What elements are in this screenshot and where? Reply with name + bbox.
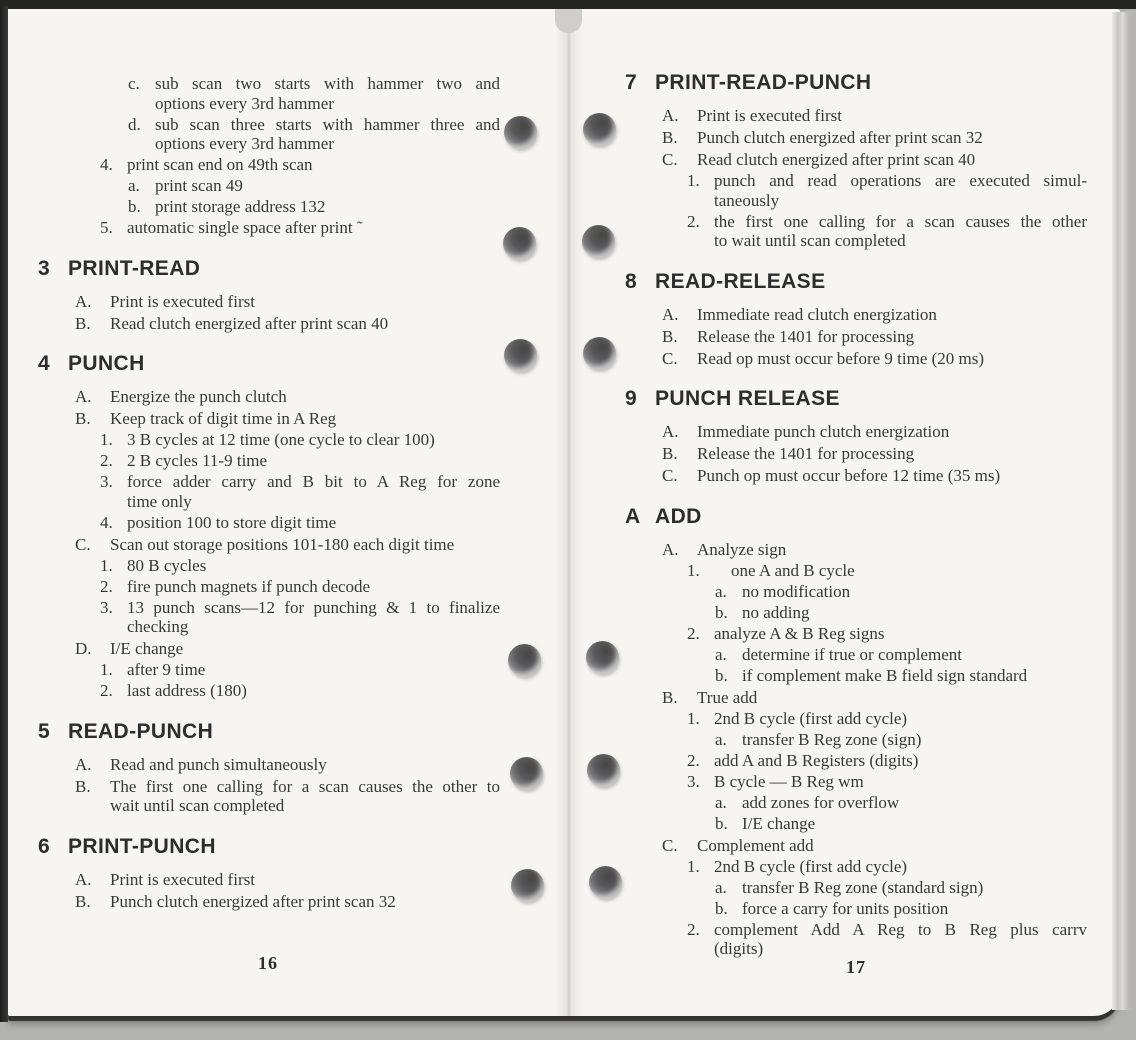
item-label: 1. — [687, 856, 700, 876]
section-title: PRINT-PUNCH — [68, 834, 216, 858]
page-stack-edge — [1112, 12, 1136, 1010]
book-gutter-fold — [554, 9, 584, 1016]
item-label: 2. — [100, 451, 113, 470]
item-text: print scan 49 — [155, 176, 243, 195]
outline-item — [38, 218, 500, 238]
item-text: last address (180) — [127, 681, 247, 700]
item-label: a. — [128, 176, 140, 195]
outline-item — [38, 681, 500, 701]
outline-item — [625, 466, 1087, 486]
item-text: Keep track of digit time in A Reg — [110, 409, 337, 428]
item-label: 2. — [687, 211, 700, 231]
section-number: 3 — [38, 256, 51, 280]
item-label: C. — [662, 466, 678, 485]
outline-item — [38, 292, 500, 312]
item-label: 1. — [687, 171, 700, 190]
item-label: A. — [75, 754, 92, 774]
binder-hole-icon — [583, 113, 616, 146]
outline-item — [625, 171, 1087, 210]
page-number-right: 17 — [846, 957, 866, 977]
outline-item — [38, 755, 500, 775]
item-text: transfer B Reg zone (standard sign) — [742, 877, 984, 897]
item-label: B. — [75, 313, 91, 333]
item-label: A. — [75, 869, 92, 889]
item-label: 2. — [687, 623, 700, 643]
section-heading — [38, 834, 500, 860]
binder-hole-icon — [511, 869, 544, 902]
item-label: B. — [662, 444, 678, 463]
outline-item — [38, 639, 500, 659]
item-label: b. — [715, 813, 728, 833]
outline-item — [625, 709, 1087, 729]
item-label: B. — [75, 776, 91, 796]
section-title: PUNCH — [68, 352, 145, 375]
section-heading — [38, 719, 500, 745]
item-label: A. — [662, 106, 679, 125]
outline-item — [625, 920, 1087, 959]
outline-item — [38, 155, 500, 175]
outline-item — [38, 870, 500, 890]
item-text: no modification — [742, 581, 851, 601]
item-text: determine if true or complement — [742, 644, 962, 664]
outline-item — [38, 598, 500, 637]
item-text: no adding — [742, 602, 810, 622]
item-label: A. — [662, 539, 679, 559]
item-label: 5. — [100, 218, 113, 237]
outline-item — [625, 327, 1087, 347]
item-label: 1. — [100, 660, 113, 679]
gutter-top-notch — [555, 9, 582, 33]
item-label: B. — [662, 128, 678, 147]
item-label: b. — [715, 602, 728, 622]
outline-item — [625, 540, 1087, 560]
item-text: Read clutch energized after print scan 40 — [110, 313, 389, 333]
item-label: A. — [662, 304, 679, 324]
outline-item — [625, 899, 1087, 919]
item-text: I/E change — [110, 639, 184, 658]
item-text: Immediate punch clutch energization — [697, 422, 950, 441]
item-label: D. — [75, 639, 92, 658]
item-label: B. — [75, 409, 91, 428]
item-label: b. — [715, 898, 728, 918]
item-text: add zones for overflow — [742, 792, 900, 812]
outline-item — [625, 603, 1087, 623]
binder-hole-icon — [510, 757, 543, 790]
item-label: a. — [715, 581, 727, 601]
scan-top-edge — [0, 0, 1136, 9]
item-label: 2. — [687, 750, 700, 770]
item-text: add A and B Registers (digits) — [714, 750, 919, 770]
outline-item — [625, 444, 1087, 464]
binder-hole-icon — [503, 227, 536, 260]
outline-item — [625, 150, 1087, 170]
item-text: Print is executed first — [110, 291, 255, 311]
section-heading — [625, 504, 1087, 530]
outline-item — [625, 305, 1087, 325]
outline-item — [38, 472, 500, 511]
item-text: Punch op must occur before 12 time (35 ms) — [697, 466, 1001, 485]
item-text: Punch clutch energized after print scan 32 — [110, 891, 396, 911]
outline-item — [38, 314, 500, 334]
item-label: 4. — [100, 155, 113, 174]
item-label: A. — [75, 387, 92, 406]
item-label: b. — [715, 665, 728, 685]
item-text: Punch clutch energized after print scan 32 — [697, 128, 983, 147]
item-label: A. — [75, 291, 92, 311]
item-text: True add — [697, 687, 758, 707]
item-text: I/E change — [742, 813, 816, 833]
section-title: PRINT-READ — [68, 256, 201, 280]
right-page-content — [625, 70, 1087, 959]
outline-item — [625, 561, 1087, 581]
item-label: 3. — [100, 472, 113, 491]
item-text: one A and B cycle — [714, 560, 855, 580]
binder-hole-icon — [582, 225, 615, 258]
item-text: punch and read operations are executed simul- taneously — [714, 171, 1087, 210]
outline-item — [625, 857, 1087, 877]
section-heading — [38, 256, 500, 282]
item-label: C. — [662, 150, 678, 169]
outline-item — [38, 409, 500, 429]
outline-item — [625, 751, 1087, 771]
item-text: Print is executed first — [110, 869, 255, 889]
item-text: after 9 time — [127, 660, 206, 679]
outline-item — [625, 624, 1087, 644]
item-label: C. — [662, 348, 678, 368]
item-label: C. — [662, 835, 678, 855]
item-label: 3. — [687, 771, 700, 791]
item-label: 1. — [100, 555, 113, 575]
item-label: a. — [715, 729, 727, 749]
outline-item — [38, 451, 500, 471]
section-number: 5 — [38, 719, 51, 743]
item-text: Release the 1401 for processing — [697, 444, 915, 463]
outline-item — [625, 349, 1087, 369]
item-label: 2. — [100, 681, 113, 700]
item-label: C. — [75, 534, 91, 554]
outline-item — [38, 430, 500, 450]
outline-item — [38, 892, 500, 912]
outline-item — [625, 582, 1087, 602]
outline-item — [625, 645, 1087, 665]
section-heading — [625, 269, 1087, 295]
item-text: Complement add — [697, 835, 814, 855]
item-text: position 100 to store digit time — [127, 512, 337, 532]
outline-item — [38, 74, 500, 113]
outline-item — [625, 212, 1087, 251]
item-text: 80 B cycles — [127, 555, 207, 575]
binder-hole-icon — [583, 337, 616, 370]
section-number: 8 — [625, 269, 638, 293]
outline-item — [38, 197, 500, 217]
left-page-content — [38, 74, 500, 911]
outline-item — [38, 513, 500, 533]
outline-item — [38, 535, 500, 555]
item-label: c. — [128, 74, 140, 93]
item-text: Read and punch simultaneously — [110, 754, 327, 774]
outline-item — [625, 106, 1087, 126]
item-text: the first one calling for a scan causes the other to wait until scan completed — [714, 211, 1087, 250]
scan-left-edge — [0, 6, 8, 1022]
section-title: PRINT-READ-PUNCH — [655, 71, 872, 94]
section-heading — [625, 70, 1087, 96]
outline-item — [625, 836, 1087, 856]
item-text: 2nd B cycle (first add cycle) — [714, 708, 908, 728]
outline-item — [38, 387, 500, 407]
outline-item — [38, 660, 500, 680]
item-label: B. — [662, 687, 678, 707]
outline-item — [625, 128, 1087, 148]
page-number-left: 16 — [258, 953, 278, 973]
item-label: d. — [128, 114, 141, 134]
item-label: a. — [715, 792, 727, 812]
outline-item — [38, 577, 500, 597]
item-label: 2. — [100, 576, 113, 596]
section-number: 7 — [625, 71, 638, 94]
section-title: PUNCH RELEASE — [655, 387, 840, 410]
item-label: b. — [128, 197, 141, 216]
binder-hole-icon — [508, 644, 541, 677]
item-text: Immediate read clutch energization — [697, 304, 937, 324]
outline-item — [38, 115, 500, 154]
item-label: A. — [662, 422, 679, 441]
item-text: fire punch magnets if punch decode — [127, 576, 371, 596]
item-text: Scan out storage positions 101-180 each digit time — [110, 534, 455, 554]
item-text: B cycle — B Reg wm — [714, 771, 864, 791]
section-number: 9 — [625, 387, 638, 410]
section-title: READ-PUNCH — [68, 719, 214, 743]
item-text: 2 B cycles 11-9 time — [127, 451, 268, 470]
item-label: B. — [662, 326, 678, 346]
outline-item — [625, 666, 1087, 686]
section-heading — [38, 351, 500, 377]
item-label: a. — [715, 644, 727, 664]
item-text: Read op must occur before 9 time (20 ms) — [697, 348, 985, 368]
outline-item — [625, 772, 1087, 792]
item-text: The first one calling for a scan causes the other to wait until scan completed — [110, 776, 500, 815]
outline-item — [625, 814, 1087, 834]
outline-item — [625, 688, 1087, 708]
outline-item — [625, 730, 1087, 750]
item-text: Read clutch energized after print scan 40 — [697, 150, 976, 169]
section-title: ADD — [655, 504, 702, 528]
outline-item — [38, 556, 500, 576]
item-text: print storage address 132 — [155, 197, 326, 216]
outline-item — [38, 176, 500, 196]
item-text: force adder carry and B bit to A Reg for zone time only — [127, 472, 500, 511]
section-number: 6 — [38, 834, 51, 858]
item-text: Analyze sign — [697, 539, 787, 559]
binder-hole-icon — [587, 754, 620, 787]
item-label: 1. — [100, 430, 113, 449]
item-text: if complement make B field sign standard — [742, 665, 1028, 685]
item-text: transfer B Reg zone (sign) — [742, 729, 922, 749]
section-number: A — [625, 504, 641, 528]
binder-hole-icon — [586, 641, 619, 674]
binder-hole-icon — [504, 116, 537, 149]
item-label: a. — [715, 877, 727, 897]
item-label: 4. — [100, 512, 113, 532]
item-label: B. — [75, 891, 91, 911]
section-heading — [625, 386, 1087, 412]
item-text: Energize the punch clutch — [110, 387, 287, 406]
item-text: complement Add A Reg to B Reg plus carrv (digits) — [714, 919, 1087, 958]
binder-hole-icon — [589, 866, 622, 899]
item-text: 3 B cycles at 12 time (one cycle to clear 100) — [127, 430, 435, 449]
item-label: 2. — [687, 919, 700, 939]
item-label: 1. — [687, 560, 700, 580]
outline-item — [625, 422, 1087, 442]
outline-item — [625, 878, 1087, 898]
item-text: print scan end on 49th scan — [127, 155, 313, 174]
item-text: automatic single space after print ˜ — [127, 218, 363, 237]
item-text: sub scan three starts with hammer three and options every 3rd hammer — [155, 114, 500, 153]
binder-hole-icon — [504, 339, 537, 372]
item-text: Print is executed first — [697, 106, 842, 125]
item-text: 13 punch scans—12 for punching & 1 to finalize checking — [127, 597, 500, 636]
section-title: READ-RELEASE — [655, 269, 826, 293]
item-text: analyze A & B Reg signs — [714, 623, 885, 643]
item-label: 1. — [687, 708, 700, 728]
item-text: sub scan two starts with hammer two and options every 3rd hammer — [155, 74, 500, 113]
outline-item — [625, 793, 1087, 813]
item-text: Release the 1401 for processing — [697, 326, 915, 346]
item-label: 3. — [100, 597, 113, 617]
item-text: 2nd B cycle (first add cycle) — [714, 856, 908, 876]
item-text: force a carry for units position — [742, 898, 949, 918]
outline-item — [38, 777, 500, 816]
section-number: 4 — [38, 352, 51, 375]
